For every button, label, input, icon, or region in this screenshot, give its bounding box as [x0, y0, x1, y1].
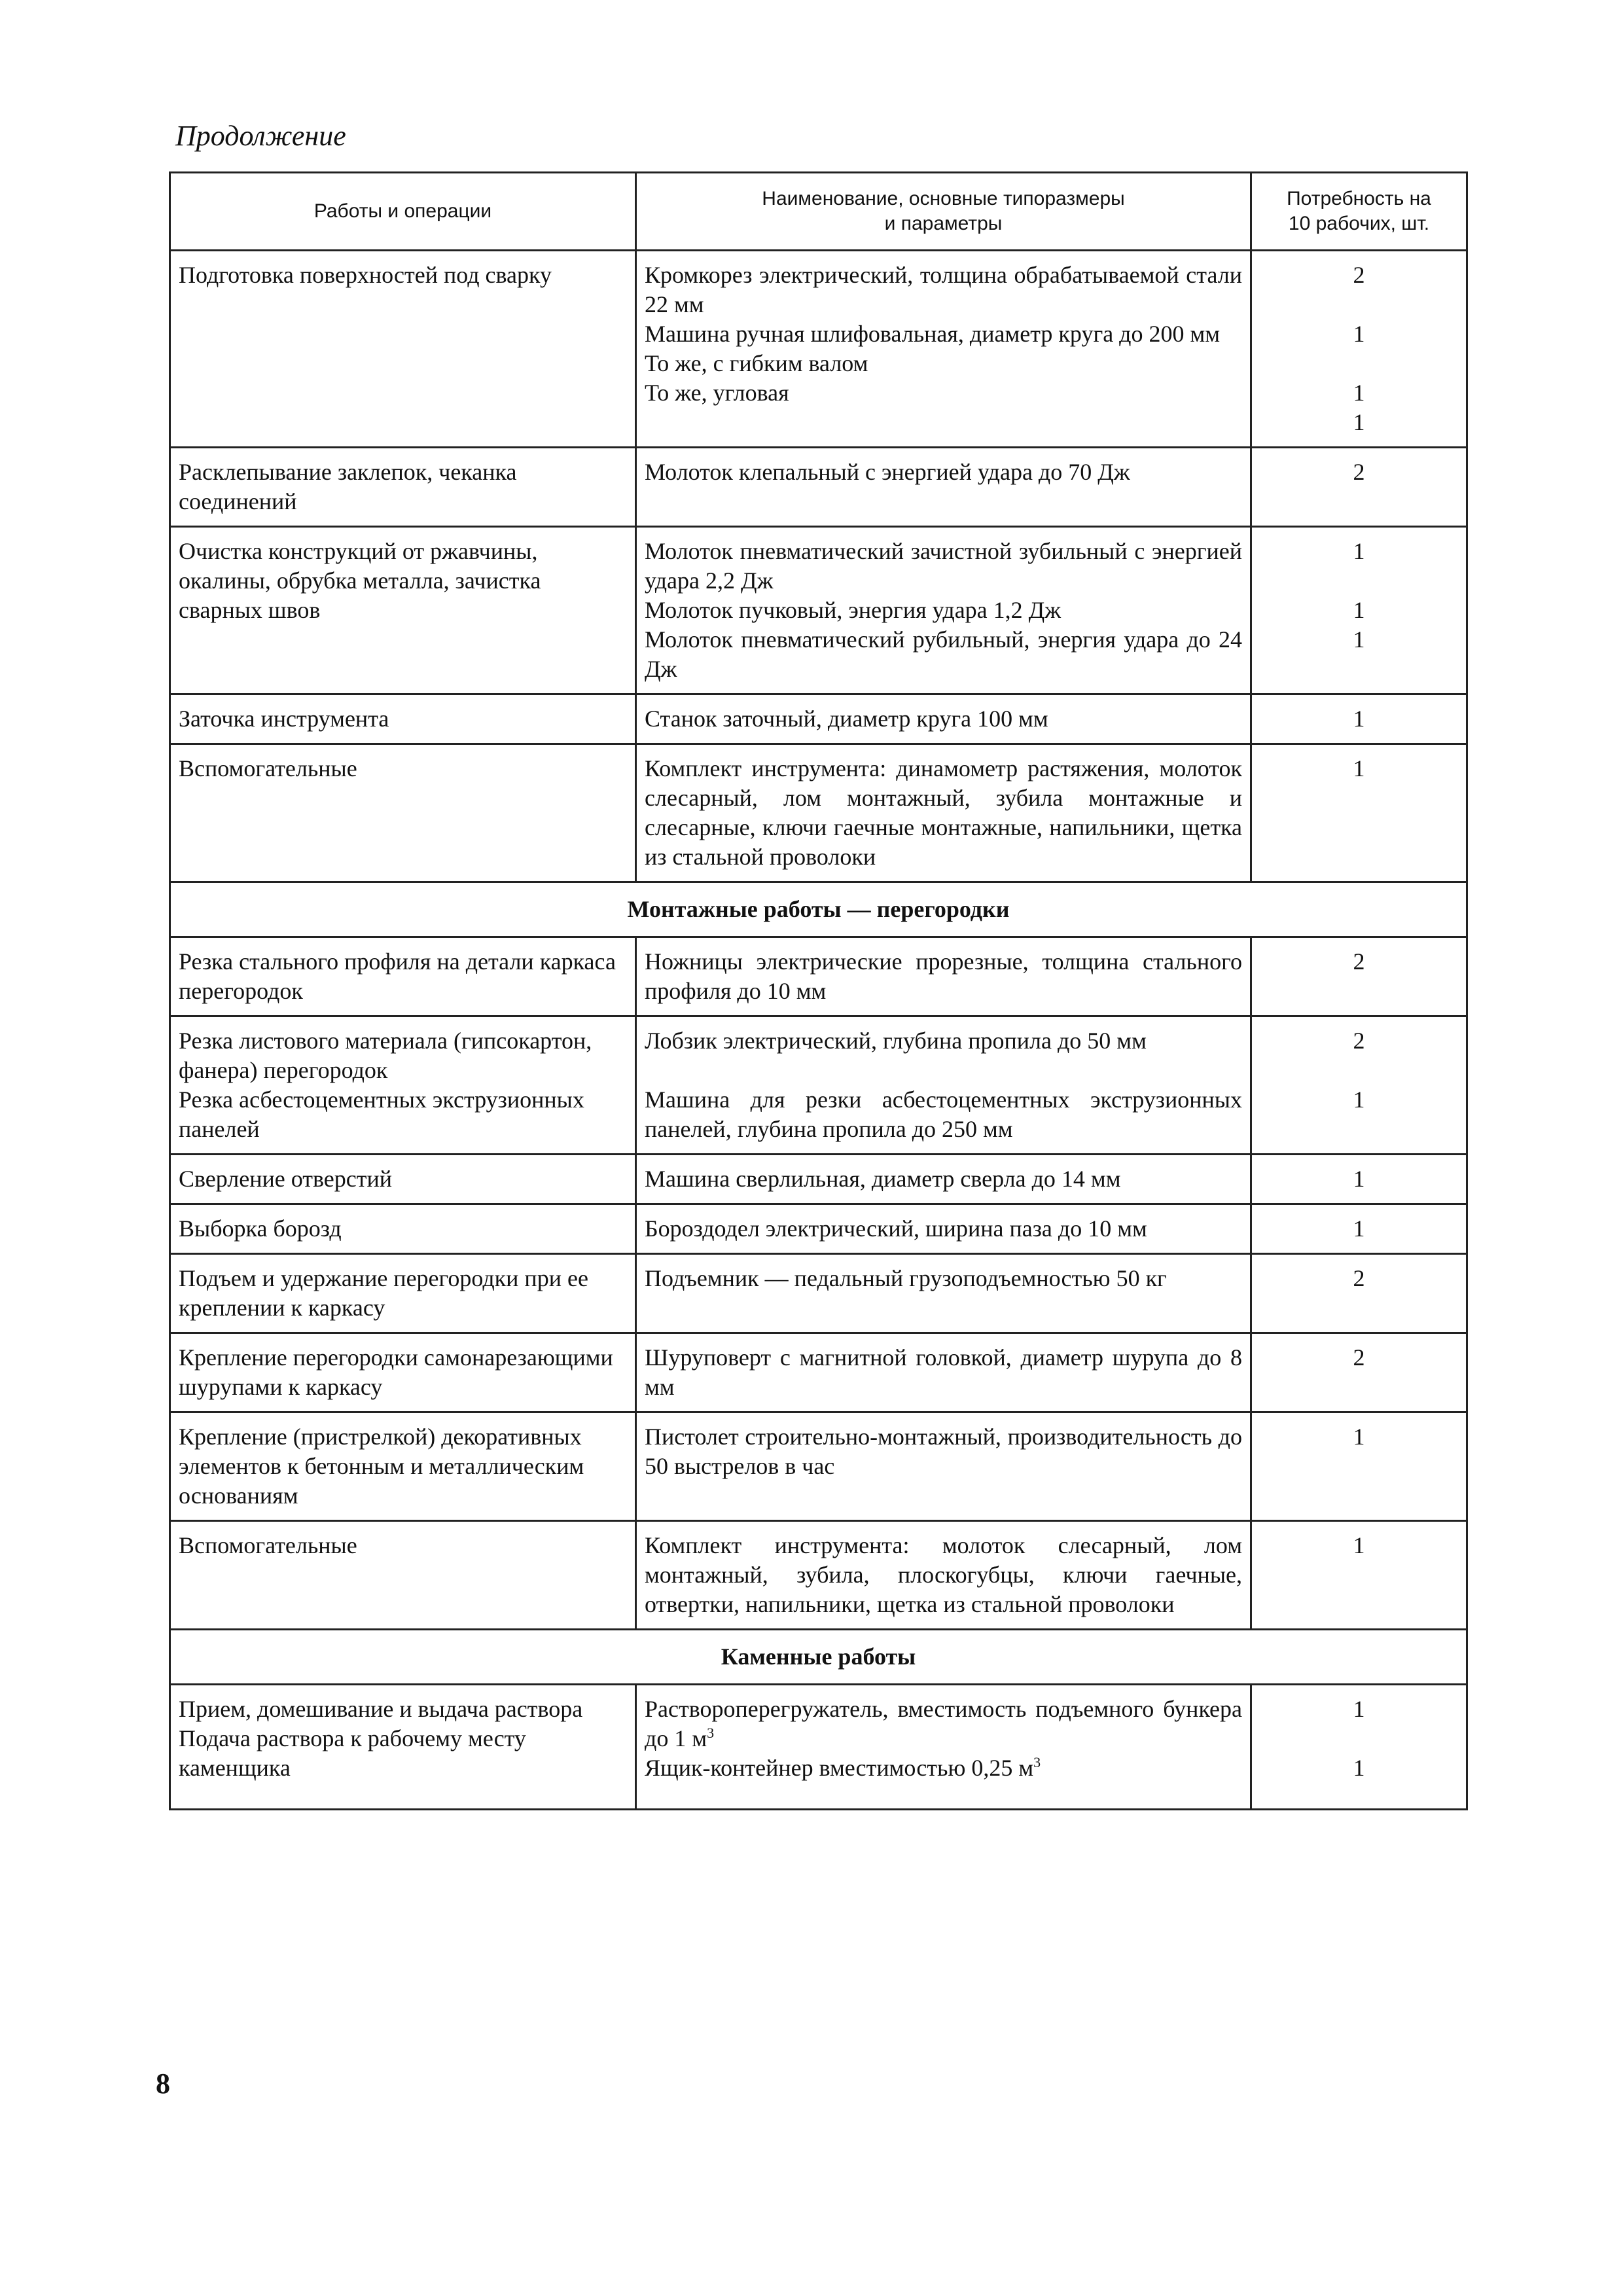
table-row [170, 1412, 1467, 1521]
quantity-cell: 1 1 [1251, 1685, 1467, 1810]
work-cell: Вспомогательные [170, 1521, 636, 1630]
quantity-cell: 2 1 [1251, 1016, 1467, 1155]
section-row [170, 882, 1467, 937]
quantity-cell: 1 [1251, 694, 1467, 744]
equipment-cell: Станок заточный, диаметр круга 100 мм [636, 694, 1251, 744]
page-number: 8 [156, 2068, 170, 2100]
equipment-cell: Бороздодел электрический, ширина паза до 10 мм [636, 1204, 1251, 1254]
work-cell: Крепление перегородки самонарезающими шурупами к каркасу [170, 1333, 636, 1412]
quantity-cell: 1 [1251, 1155, 1467, 1204]
quantity-cell: 2 [1251, 448, 1467, 527]
quantity-cell: 1 [1251, 1412, 1467, 1521]
equipment-cell: Ножницы электрические прорезные, толщина стального профиля до 10 мм [636, 937, 1251, 1016]
table-row [170, 527, 1467, 694]
quantity-cell: 2 [1251, 937, 1467, 1016]
section-title-partitions: Монтажные работы — перегородки [170, 882, 1467, 937]
table-header-row [170, 173, 1467, 251]
quantity-cell: 1 [1251, 1521, 1467, 1630]
table-row [170, 744, 1467, 882]
table-row [170, 1155, 1467, 1204]
table-row [170, 1521, 1467, 1630]
quantity-cell: 2 1 1 1 [1251, 251, 1467, 448]
quantity-cell: 1 [1251, 1204, 1467, 1254]
equipment-cell: Кромкорез электрический, толщина обрабатываемой стали 22 мм Машина ручная шлифовальная, диаметр круга до 200 мм То же, с гибким валом То же, угловая [636, 251, 1251, 448]
work-cell: Расклепывание заклепок, чеканка соединений [170, 448, 636, 527]
header-quantity: Потребность на 10 рабочих, шт. [1251, 173, 1467, 251]
table-row [170, 1685, 1467, 1810]
work-cell: Очистка конструкций от ржавчины, окалины, обрубка металла, зачистка сварных швов [170, 527, 636, 694]
work-cell: Подъем и удержание перегородки при ее креплении к каркасу [170, 1254, 636, 1333]
table-row [170, 1333, 1467, 1412]
header-equipment: Наименование, основные типоразмеры и параметры [636, 173, 1251, 251]
table-row [170, 937, 1467, 1016]
equipment-cell: Машина сверлильная, диаметр сверла до 14 мм [636, 1155, 1251, 1204]
equipment-cell: Пистолет строительно-монтажный, производительность до 50 выстрелов в час [636, 1412, 1251, 1521]
quantity-cell: 1 [1251, 744, 1467, 882]
table-row [170, 1204, 1467, 1254]
section-row [170, 1630, 1467, 1685]
table-row [170, 694, 1467, 744]
section-title-masonry: Каменные работы [170, 1630, 1467, 1685]
work-cell: Сверление отверстий [170, 1155, 636, 1204]
work-cell: Подготовка поверхностей под сварку [170, 251, 636, 448]
equipment-cell: Подъемник — педальный грузоподъемностью 50 кг [636, 1254, 1251, 1333]
table-row [170, 1254, 1467, 1333]
work-cell: Резка стального профиля на детали каркаса перегородок [170, 937, 636, 1016]
table-row [170, 1016, 1467, 1155]
header-work: Работы и операции [170, 173, 636, 251]
quantity-cell: 2 [1251, 1333, 1467, 1412]
equipment-cell: Комплект инструмента: молоток слесарный, лом монтажный, зубила, плоскогубцы, ключи гаечные, отвертки, напильники, щетка из стальной проволоки [636, 1521, 1251, 1630]
work-cell: Вспомогательные [170, 744, 636, 882]
quantity-cell: 2 [1251, 1254, 1467, 1333]
equipment-cell: Молоток пневматический зачистной зубильный с энергией удара 2,2 Дж Молоток пучковый, энергия удара 1,2 Дж Молоток пневматический рубильный, энергия удара до 24 Дж [636, 527, 1251, 694]
quantity-cell: 1 1 1 [1251, 527, 1467, 694]
equipment-cell: Растворoперегружатель, вместимость подъемного бункера до 1 $м^3$ Ящик-контейнер вместимостью 0,25 $м^3$ [636, 1685, 1251, 1810]
work-cell: Крепление (пристрелкой) декоративных элементов к бетонным и металлическим основаниям [170, 1412, 636, 1521]
work-cell: Выборка борозд [170, 1204, 636, 1254]
work-cell: Резка листового материала (гипсокартон, фанера) перегородок Резка асбестоцементных экструзионных панелей [170, 1016, 636, 1155]
equipment-table [169, 171, 1468, 1810]
equipment-cell: Лобзик электрический, глубина пропила до 50 мм Машина для резки асбестоцементных экструзионных панелей, глубина пропила до 250 мм [636, 1016, 1251, 1155]
work-cell: Заточка инструмента [170, 694, 636, 744]
table-row [170, 448, 1467, 527]
equipment-cell: Молоток клепальный с энергией удара до 70 Дж [636, 448, 1251, 527]
work-cell: Прием, домешивание и выдача раствора Подача раствора к рабочему месту каменщика [170, 1685, 636, 1810]
equipment-cell: Комплект инструмента: динамометр растяжения, молоток слесарный, лом монтажный, зубила монтажные и слесарные, ключи гаечные монтажные, напильники, щетка из стальной проволоки [636, 744, 1251, 882]
equipment-cell: Шуруповерт с магнитной головкой, диаметр шурупа до 8 мм [636, 1333, 1251, 1412]
continuation-label: Продолжение [175, 120, 346, 152]
table-row [170, 251, 1467, 448]
